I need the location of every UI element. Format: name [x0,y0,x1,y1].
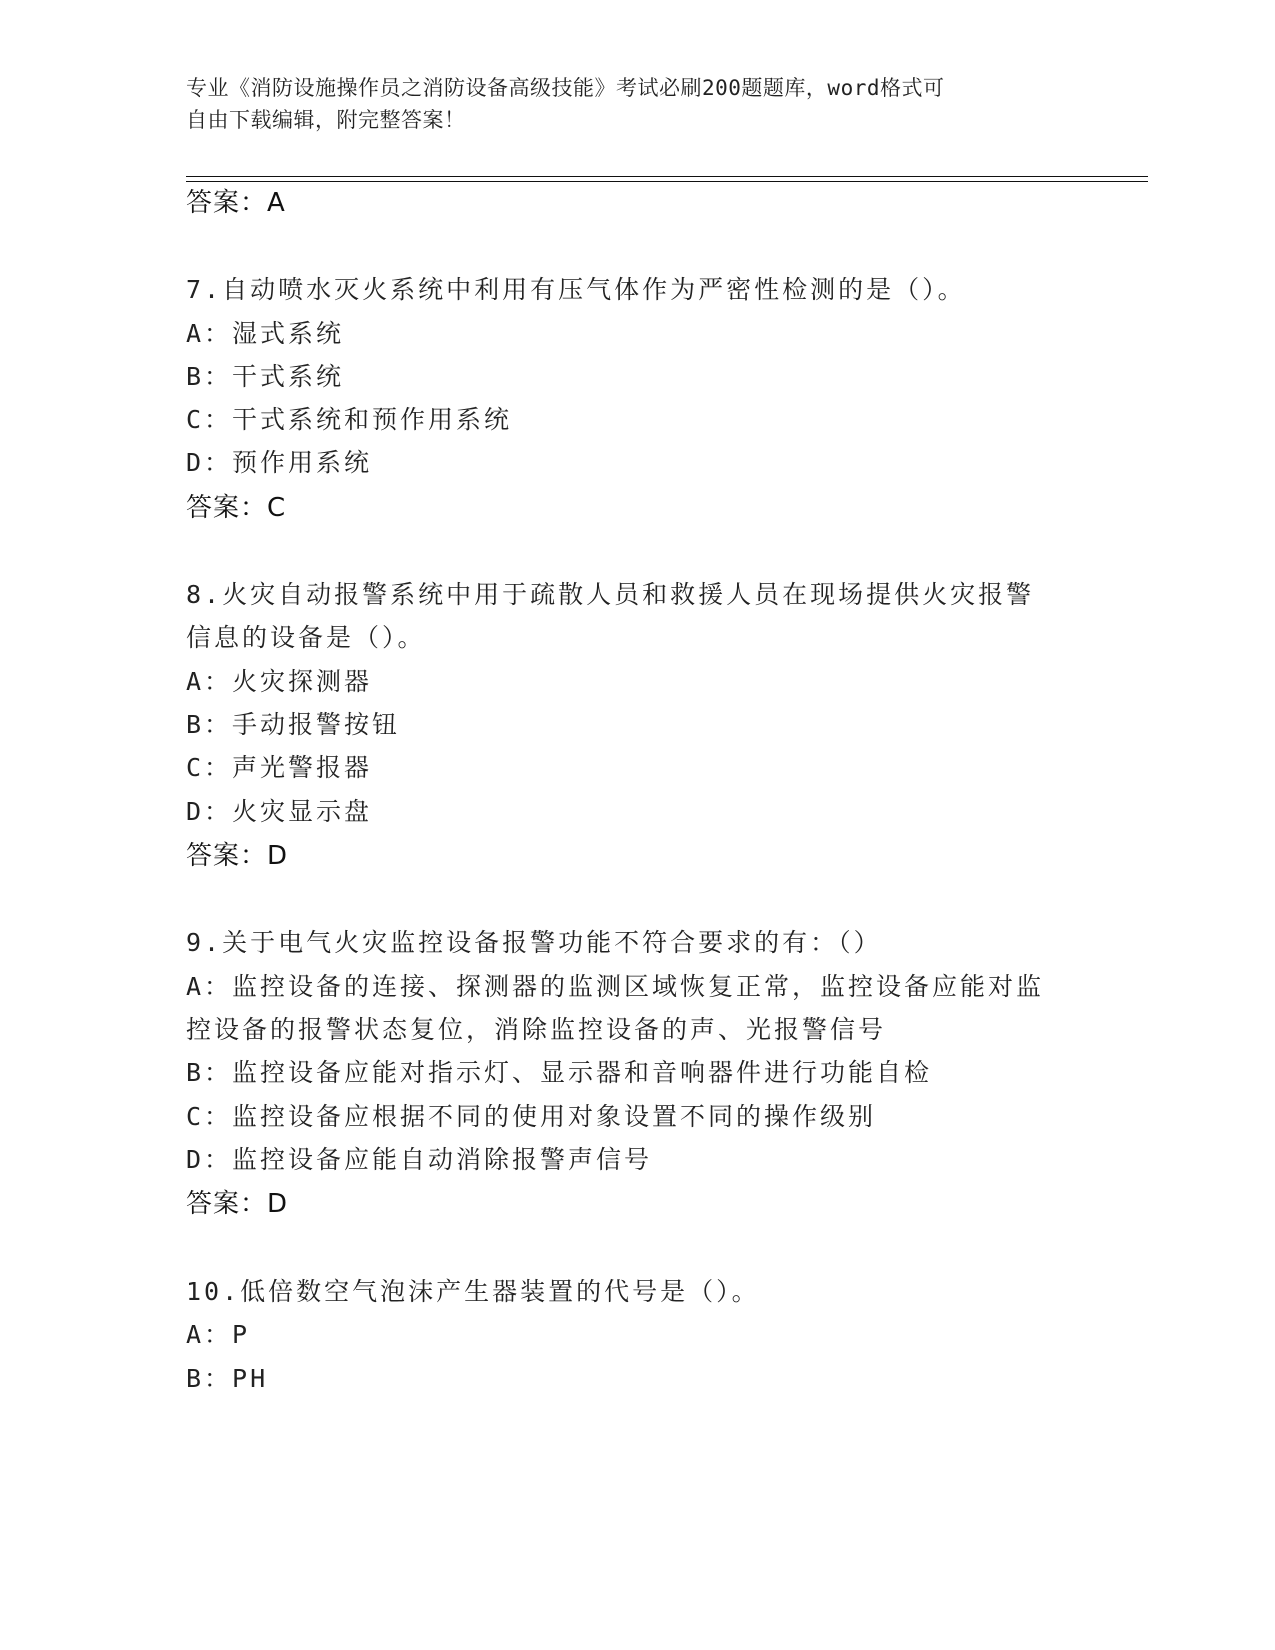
q8-option-d: D：火灾显示盘 [186,797,373,826]
q10-option-b: B：PH [186,1364,269,1393]
document-header [186,72,1066,136]
q8-option-c: C：声光警报器 [186,753,373,782]
q7-option-b: B：干式系统 [186,362,345,391]
header-line-1: 专业《消防设施操作员之消防设备高级技能》考试必刷200题题库，word格式可 [186,76,945,100]
q8-option-b: B：手动报警按钮 [186,710,401,739]
question-10: 10.低倍数空气泡沫产生器装置的代号是（）。 [186,1277,760,1306]
header-divider-bottom [186,181,1148,182]
question-7: 7.自动喷水灭火系统中利用有压气体作为严密性检测的是（）。 [186,275,966,304]
header-line-2: 自由下载编辑，附完整答案！ [186,108,466,132]
q8-answer: 答案：D [186,841,289,871]
q9-answer: 答案：D [186,1189,289,1219]
q9-option-a-line-1: A：监控设备的连接、探测器的监测区域恢复正常，监控设备应能对监 [186,972,1045,1001]
question-9: 9.关于电气火灾监控设备报警功能不符合要求的有：（） [186,928,882,957]
q7-option-c: C：干式系统和预作用系统 [186,405,513,434]
q8-option-a: A：火灾探测器 [186,667,373,696]
question-8-line-2: 信息的设备是（）。 [186,623,426,652]
q10-option-a: A：P [186,1320,251,1349]
q7-answer: 答案：C [186,493,287,523]
previous-answer: 答案：A [186,188,286,218]
q7-option-d: D：预作用系统 [186,448,373,477]
q7-option-a: A：湿式系统 [186,319,345,348]
q9-option-c: C：监控设备应根据不同的使用对象设置不同的操作级别 [186,1102,877,1131]
q9-option-d: D：监控设备应能自动消除报警声信号 [186,1145,653,1174]
q9-option-b: B：监控设备应能对指示灯、显示器和音响器件进行功能自检 [186,1058,933,1087]
question-8-line-1: 8.火灾自动报警系统中用于疏散人员和救援人员在现场提供火灾报警 [186,580,1035,609]
header-divider-top [186,176,1148,177]
q9-option-a-line-2: 控设备的报警状态复位，消除监控设备的声、光报警信号 [186,1015,887,1044]
